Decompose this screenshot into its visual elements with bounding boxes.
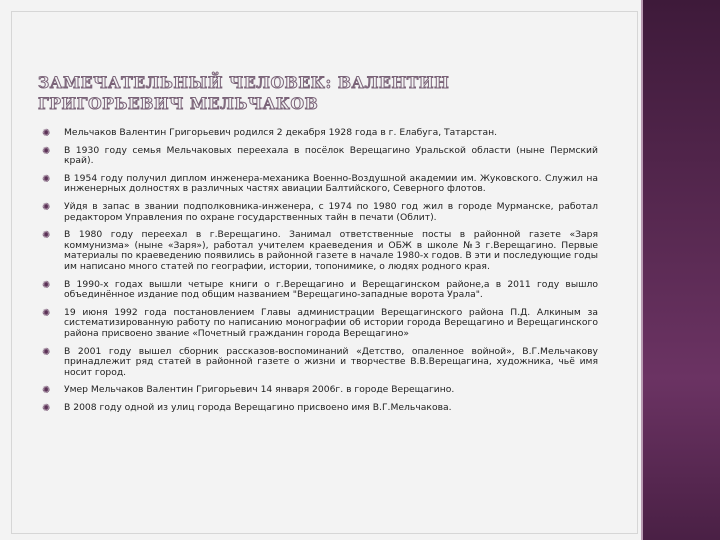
list-item-text: В 1930 году семья Мельчаковых переехала в посёлок Верещагино Уральской области (ныне Пермский край). — [64, 144, 598, 167]
sun-bullet-icon: ✺ — [42, 307, 51, 319]
list-item — [42, 230, 598, 272]
sun-bullet-icon: ✺ — [42, 230, 51, 242]
sun-bullet-icon: ✺ — [42, 279, 51, 291]
list-item — [42, 385, 598, 396]
list-item-text: В 2001 году вышел сборник рассказов-воспоминаний «Детство, опаленное войной», В.Г.Мельчакову принадлежит ряд статей в районной газете о жизни и творчестве В.В.Верещагина, художника, чьё имя носит город. — [64, 345, 598, 378]
sidebar-stripe — [641, 0, 643, 540]
slide-title: ЗАМЕЧАТЕЛЬНЫЙ ЧЕЛОВЕК: ВАЛЕНТИН ГРИГОРЬЕВИЧ МЕЛЬЧАКОВ — [38, 73, 450, 113]
sun-bullet-icon: ✺ — [42, 145, 51, 157]
list-item — [42, 128, 598, 139]
list-item-text: В 1990-х годах вышли четыре книги о г.Верещагино и Верещагинском районе,а в 2011 году вышло объединённое издание под общим названием "Верещагино-западные ворота Урала". — [64, 278, 598, 301]
list-item-text: В 1980 году переехал в г.Верещагино. Занимал ответственные посты в районной газете «Заря коммунизма» (ныне «Заря»), работал учителем краеведения и ОБЖ в школе №3 г.Верещагино. Первые материалы по краеведению появились в районной газете в начале 1980-х годов. В эти и последующие годы им написано много статей по географии, истории, топонимике, о людях родного края. — [64, 229, 598, 272]
list-item-text: 19 июня 1992 года постановлением Главы администрации Верещагинского района П.Д. Алкиным за систематизированную работу по написанию монографии об истории города Верещагино и Верещагинского района присвоено звание «Почетный гражданин города Верещагино» — [64, 306, 598, 339]
list-item-text: Мельчаков Валентин Григорьевич родился 2 декабря 1928 года в г. Елабуга, Татарстан. — [64, 127, 498, 138]
list-item — [42, 174, 598, 195]
sun-bullet-icon: ✺ — [42, 128, 51, 139]
list-item — [42, 280, 598, 301]
list-item — [42, 146, 598, 167]
sun-bullet-icon: ✺ — [42, 402, 51, 414]
list-item — [42, 347, 598, 379]
list-item — [42, 403, 598, 414]
list-item-text: В 1954 году получил диплом инженера-механика Военно-Воздушной академии им. Жуковского. Служил на инженерных долностях в различных частях авиации Балтийского, Северного флотов. — [64, 172, 598, 195]
list-item — [42, 202, 598, 223]
sun-bullet-icon: ✺ — [42, 385, 51, 397]
decorative-sidebar — [641, 0, 720, 540]
list-item — [42, 308, 598, 340]
list-item-text: Уйдя в запас в звании подполковника-инженера, с 1974 по 1980 год жил в городе Мурманске, работал редактором Управления по охране государственных тайн в печати (Облит). — [64, 200, 598, 223]
list-item-text: В 2008 году одной из улиц города Верещагино присвоено имя В.Г.Мельчакова. — [64, 401, 452, 413]
sun-bullet-icon: ✺ — [42, 201, 51, 213]
list-item-text: Умер Мельчаков Валентин Григорьевич 14 января 2006г. в городе Верещагино. — [64, 384, 455, 396]
sun-bullet-icon: ✺ — [42, 346, 51, 358]
sun-bullet-icon: ✺ — [42, 173, 51, 185]
bullet-list — [42, 128, 598, 420]
